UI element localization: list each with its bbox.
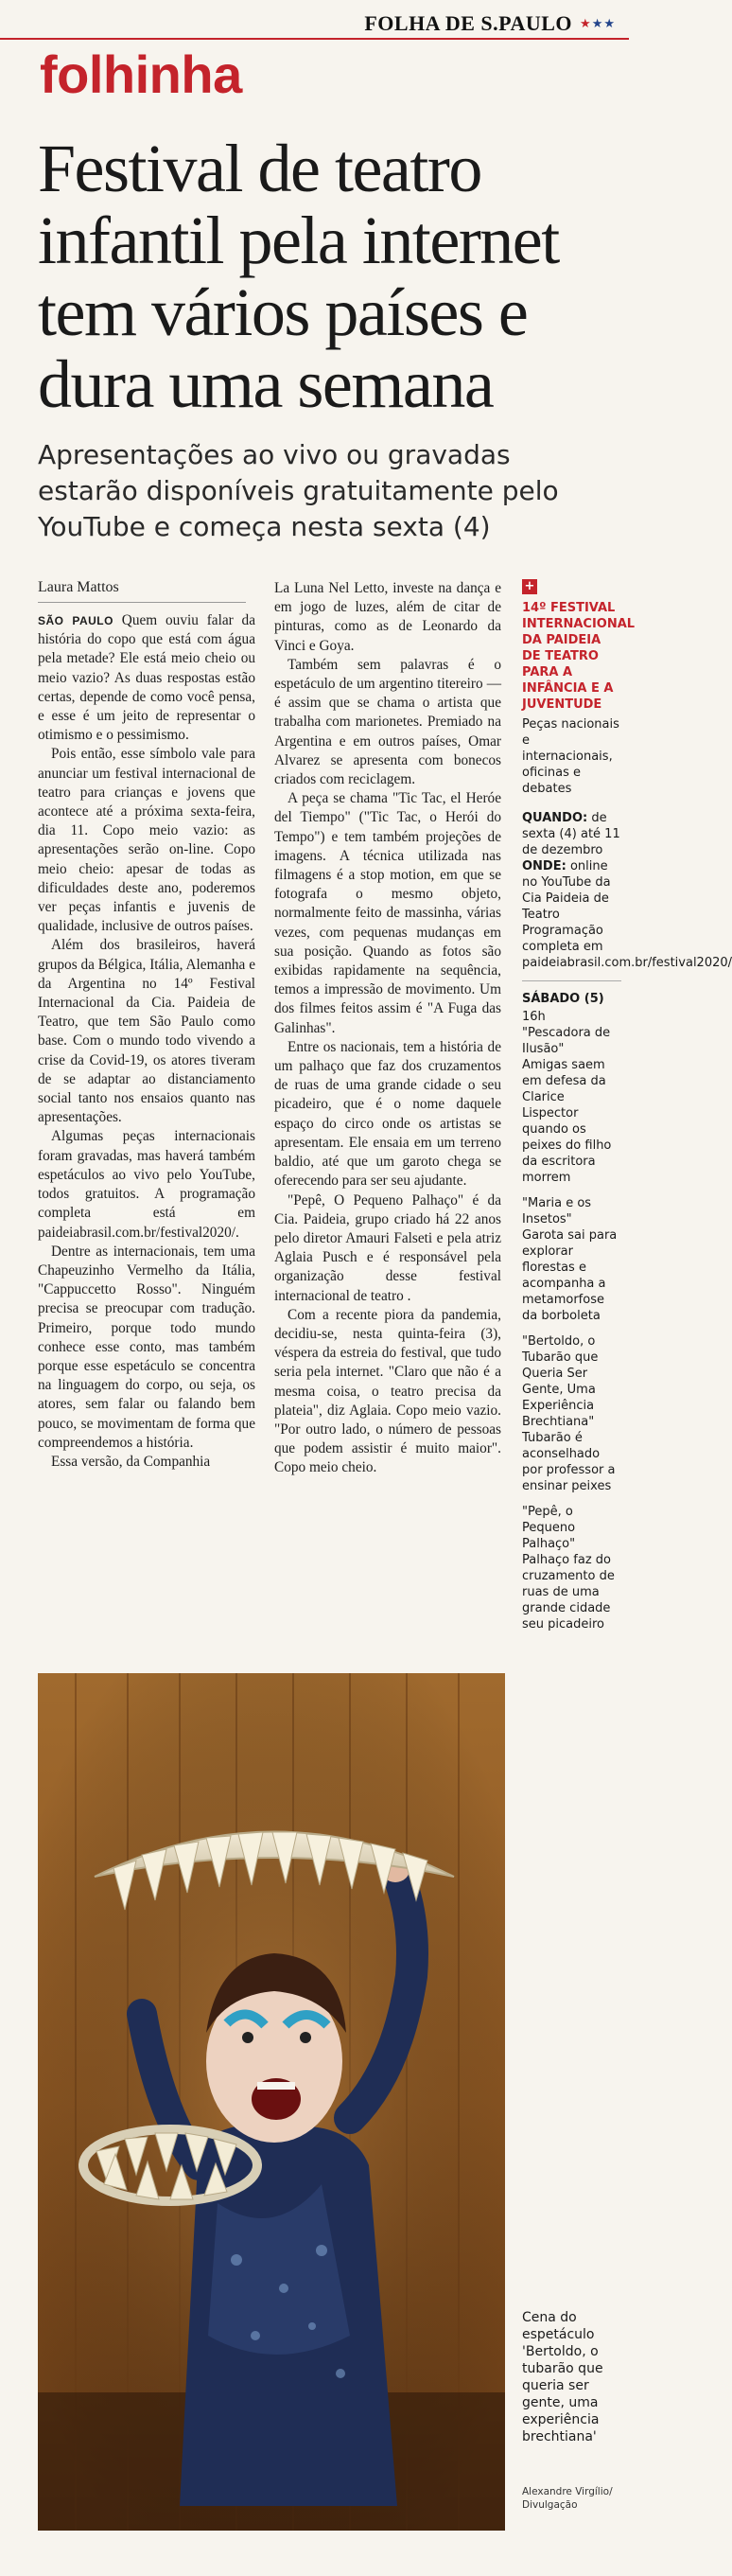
article-photo — [38, 1673, 505, 2531]
article-paragraph: La Luna Nel Letto, investe na dança e em jogo de luzes, além de citar de pinturas, como as de Leonardo da Vinci e Goya. — [274, 580, 501, 654]
article-paragraph: Algumas peças internacionais foram gravadas, mas haverá também espetáculos ao vivo pelo YouTube, todos gratuitos. A programação completa está em paideiabrasil.com.br/festival2020/. — [38, 1128, 255, 1241]
schedule-day: SÁBADO (5) — [522, 992, 604, 1006]
article-column-2 — [274, 579, 501, 1478]
schedule-item: "Bertoldo, o Tubarão que Queria Ser Gente, Uma Experiência Brechtiana" Tubarão é aconselhado por professor a ensinar peixes — [522, 1334, 616, 1493]
schedule-item: 16h "Pescadora de Ilusão" Amigas saem em defesa da Clarice Lispector quando os peixes do filho da escritora morrem — [522, 1010, 612, 1185]
photo-credit: Alexandre Virgílio/ Divulgação — [522, 2486, 613, 2511]
article-paragraph: Dentre as internacionais, tem uma Chapeuzinho Vermelho da Itália, "Cappuccetto Rosso". Ninguém precisa se preocupar com tradução. Primeiro, porque todo mundo conhece esse conto, mas também porque esse espetáculo se concentra na linguagem do corpo, ou seja, os atores, sem falar ou falando bem pouco, se movimentam de forma que compreendemos a história. — [38, 1243, 255, 1451]
article-paragraph: Além dos brasileiros, haverá grupos da Bélgica, Itália, Alemanha e da Argentina no 14º Festival Internacional da Cia. Paideia de Teatro, que tem São Paulo como base. Com o mundo todo vivendo a crise da Covid-19, os atores tiveram de se adaptar ao distanciamento social tanto nos ensaios quanto nas apresentações. — [38, 937, 255, 1126]
plus-icon: + — [522, 579, 537, 594]
article-subhead: Apresentações ao vivo ou gravadas estarão disponíveis gratuitamente pelo YouTube e começa nesta sexta (4) — [38, 439, 559, 542]
star-icon: ★ — [580, 16, 592, 31]
photo-caption: Cena do espetáculo 'Bertoldo, o tubarão que queria ser gente, uma experiência brechtiana' — [522, 2310, 603, 2444]
newspaper-logo[interactable]: FOLHA DE S.PAULO — [364, 11, 573, 35]
article-paragraph: A peça se chama "Tic Tac, el Heróe del Tiempo" ("Tic Tac, o Herói do Tempo") e tem também projeções de imagens. A técnica utilizada nas filmagens é a stop motion, em que se fotografa o mesmo objeto, normalmente feito de massinha, várias vezes, com pequenas mudanças em sua posição. Quando as fotos são exibidas rapidamente na sequência, temos a impressão de movimento. Um dos filmes feitos assim é "A Fuga das Galinhas". — [274, 790, 501, 1036]
actress-shark-jaw-photo — [38, 1673, 505, 2531]
article-paragraph: Com a recente piora da pandemia, decidiu-se, nesta quinta-feira (3), véspera da estreia do festival, que tudo seria pela internet. "Claro que não é a mesma coisa, o teatro precisa da plateia", diz Aglaia. Copo meio vazio. "Por outro lado, o número de pessoas que podem assistir é muito maior". Copo meio cheio. — [274, 1306, 501, 1476]
schedule-item: "Maria e os Insetos" Garota sai para explorar florestas e acompanha a metamorfose da borboleta — [522, 1196, 618, 1323]
festival-info-box — [522, 579, 732, 1632]
festival-where: ONDE: online no YouTube da Cia Paideia de Teatro Programação completa em paideiabrasil.com.br/festival2020/ — [522, 859, 732, 970]
article-paragraph: Essa versão, da Companhia — [51, 1453, 211, 1470]
article-column-1 — [38, 611, 255, 1472]
divider — [522, 980, 621, 981]
schedule-item: "Pepê, o Pequeno Palhaço" Palhaço faz do cruzamento de ruas de uma grande cidade seu picadeiro — [522, 1505, 615, 1632]
byline: Laura Mattos — [38, 579, 246, 603]
masthead — [364, 11, 616, 36]
top-rule — [0, 38, 629, 40]
masthead-stars — [580, 17, 616, 31]
article-paragraph: Pois então, esse símbolo vale para anunciar um festival internacional de teatro para crianças e jovens que acontece até a próxima sexta-feira, dia 11. Copo meio vazio: as apresentações serão on-line. Copo meio cheio: apesar de todas as dificuldades deste ano, poderemos ver peças infantis e juvenis de qualidade, inclusive de outros países. — [38, 746, 255, 935]
festival-title: 14º FESTIVAL INTERNACIONAL DA PAIDEIA DE TEATRO PARA A INFÂNCIA E A JUVENTUDE — [522, 601, 636, 712]
dateline: SÃO PAULO — [38, 614, 113, 627]
article-headline: Festival de teatro infantil pela internet tem vários países e dura uma semana — [38, 131, 559, 422]
star-icon: ★ — [591, 16, 604, 31]
star-icon: ★ — [603, 16, 616, 31]
article-paragraph: SÃO PAULO Quem ouviu falar da história do copo que está com água pela metade? Ele está meio cheio ou meio vazio? As duas respostas estão certas, depende de como você pensa, e esse é um jeito de representar o otimismo e o pessimismo. — [38, 612, 255, 744]
section-title[interactable]: folhinha — [40, 44, 242, 104]
article-paragraph: Entre os nacionais, tem a história de um palhaço que faz dos cruzamentos de ruas de uma grande cidade o seu picadeiro, que é o nome daquele espaço do circo onde os artistas se apresentam. Ele ensaia em um terreno baldio, até que um garoto chega se oferecendo para ser seu ajudante. — [274, 1038, 501, 1190]
festival-when: QUANDO: de sexta (4) até 11 de dezembro — [522, 811, 620, 857]
festival-intro: Peças nacionais e internacionais, oficinas e debates — [522, 717, 619, 796]
article-paragraph: Também sem palavras é o espetáculo de um argentino titereiro —é assim que se chama o artista que trabalha com marionetes. Premiado na Argentina e em outros países, Omar Alvarez se apresenta com bonecos criados com reciclagem. — [274, 656, 501, 788]
article-paragraph: "Pepê, O Pequeno Palhaço" é da Cia. Paideia, grupo criado há 22 anos pelo diretor Amauri Falseti e pela atriz Aglaia Pusch e é responsável pela organização desse festival internacional de teatro . — [274, 1191, 501, 1304]
